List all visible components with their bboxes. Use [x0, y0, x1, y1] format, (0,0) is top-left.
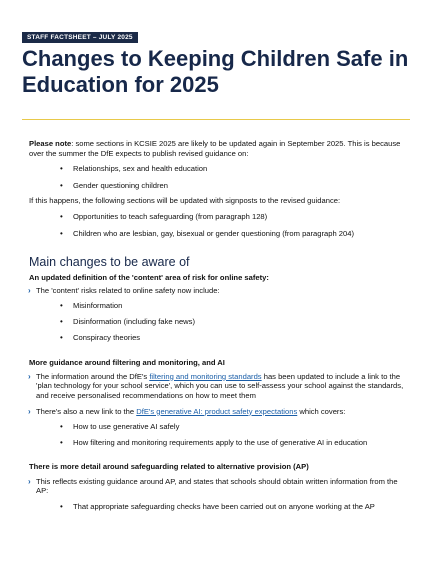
bullet-icon: •: [60, 180, 63, 190]
main-content: [29, 139, 411, 512]
generative-ai-link[interactable]: DfE's generative AI: product safety expectations: [136, 406, 298, 416]
ap-lead: › This reflects existing guidance around AP, and states that schools should obtain written information from the AP:: [28, 476, 398, 496]
ap-heading: There is more detail around safeguarding related to alternative provision (AP): [29, 462, 309, 472]
note-text: : some sections in KCSIE 2025 are likely to be updated again in September 2025. This is because over the summer the DfE expects to publish revised guidance on:: [29, 139, 401, 158]
list-item: • Children who are lesbian, gay, bisexual or gender questioning (from paragraph 204): [60, 228, 354, 238]
chevron-right-icon: ›: [28, 476, 31, 486]
list-item: • Conspiracy theories: [60, 332, 141, 342]
note-label: Please note: [29, 139, 72, 148]
bullet-icon: •: [60, 332, 63, 342]
section-list: [29, 212, 411, 238]
note-paragraph: [29, 139, 411, 158]
bullet-icon: •: [60, 211, 63, 221]
bullet-icon: •: [60, 228, 63, 238]
bullet-icon: •: [60, 316, 63, 326]
ap-list: [29, 502, 411, 512]
factsheet-badge: STAFF FACTSHEET – JULY 2025: [22, 32, 138, 43]
chevron-right-icon: ›: [28, 285, 31, 295]
chevron-right-icon: ›: [28, 406, 31, 416]
online-risk-list: [29, 301, 411, 342]
divider-rule: [22, 119, 410, 120]
list-item: • Relationships, sex and health education: [60, 164, 208, 174]
list-item: • Disinformation (including fake news): [60, 316, 195, 326]
list-item: • That appropriate safeguarding checks have been carried out on anyone working at the AP: [60, 502, 375, 512]
list-item: • Gender questioning children: [60, 180, 168, 190]
bullet-icon: •: [60, 164, 63, 174]
online-lead: › The 'content' risks related to online safety now include:: [28, 285, 220, 295]
filtering-heading: More guidance around filtering and monitoring, and AI: [29, 358, 225, 368]
bullet-icon: •: [60, 502, 63, 512]
followup-text: If this happens, the following sections will be updated with signposts to the revised guidance:: [29, 196, 341, 206]
ai-paragraph: › There's also a new link to the DfE's generative AI: product safety expectations which covers:: [28, 406, 346, 416]
filtering-paragraph: › The information around the DfE's filtering and monitoring standards has been updated to include a link to the 'plan technology for your school service', which you can use to self-assess your school against the standards, and receive personalised recommendations on how to meet them: [28, 371, 404, 400]
list-item: • Misinformation: [60, 301, 123, 311]
ai-list: [29, 422, 411, 447]
chevron-right-icon: ›: [28, 371, 31, 381]
list-item: • Opportunities to teach safeguarding (from paragraph 128): [60, 211, 268, 221]
online-heading: An updated definition of the 'content' area of risk for online safety:: [29, 273, 269, 283]
page-title: Changes to Keeping Children Safe in Education for 2025: [22, 46, 409, 97]
bullet-icon: •: [60, 422, 63, 432]
filtering-standards-link[interactable]: filtering and monitoring standards: [149, 371, 262, 381]
section-heading: Main changes to be aware of: [29, 255, 190, 270]
topic-list: [29, 164, 411, 190]
list-item: • How filtering and monitoring requirements apply to the use of generative AI in education: [60, 437, 368, 447]
bullet-icon: •: [60, 301, 63, 311]
bullet-icon: •: [60, 437, 63, 447]
list-item: • How to use generative AI safely: [60, 422, 180, 432]
